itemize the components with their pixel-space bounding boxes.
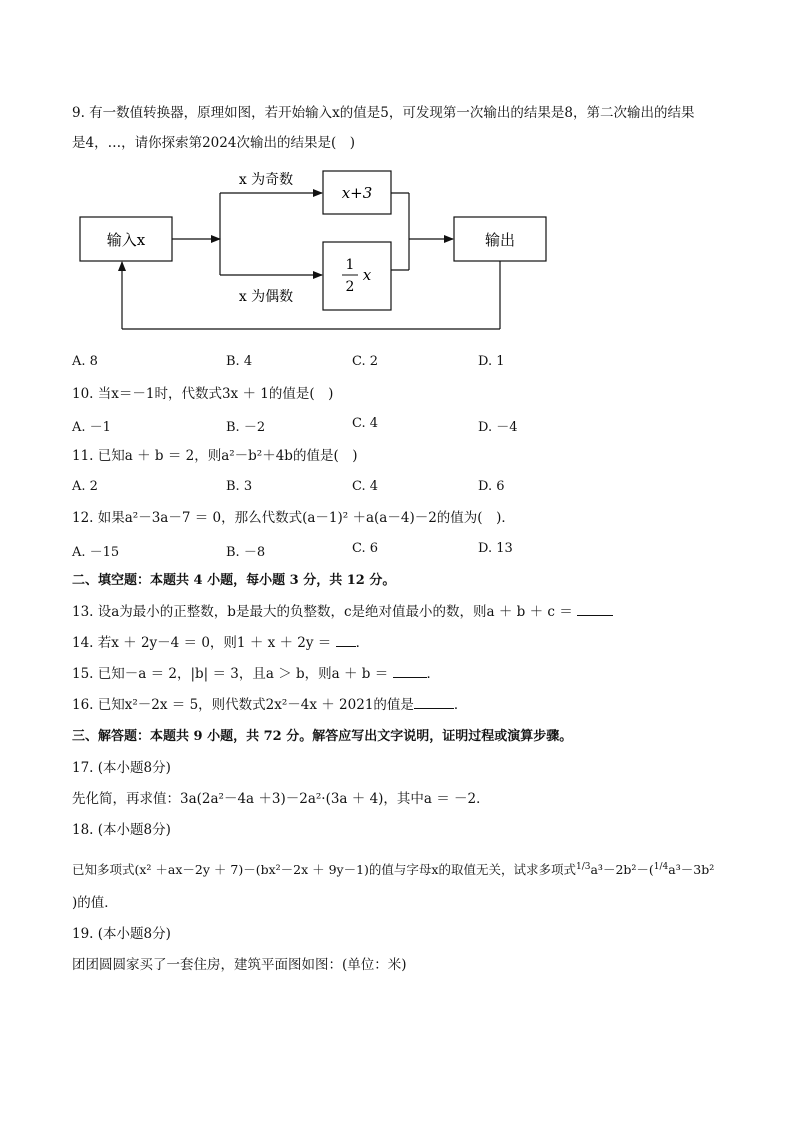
q11-option-c[interactable]: C. 4 [352,479,379,494]
q11-option-a[interactable]: A. 2 [72,479,98,494]
q10-option-d[interactable]: D. －4 [478,420,518,435]
section2-heading: 二、填空题：本题共 4 小题，每小题 3 分，共 12 分。 [72,573,396,588]
q19-body: 团团圆圆家买了一套住房，建筑平面图如图：(单位：米) [72,957,407,973]
even-op-variable: x [362,266,372,284]
q18-heading: 18. (本小题8分) [72,822,171,838]
q12-option-d[interactable]: D. 13 [478,541,513,556]
q14-text: 14. 若x ＋ 2y－4 ＝ 0，则1 ＋ x ＋ 2y ＝ [72,635,332,651]
even-op-numerator: 1 [345,257,355,273]
q11-option-b[interactable]: B. 3 [226,479,253,494]
q18-body-line2: )的值． [72,895,118,911]
q13-answer-blank[interactable] [577,603,613,616]
q15-end: ． [426,666,441,682]
q17-body: 先化简，再求值：3a(2a²－4a ＋3)－2a²·(3a ＋ 4)，其中a ＝ －2． [72,791,490,807]
q15-answer-blank[interactable] [393,665,427,678]
q16-end: ． [453,697,468,713]
q12-option-c[interactable]: C. 6 [352,541,379,556]
q13-line [72,603,613,621]
q10-option-c[interactable]: C. 4 [352,416,379,431]
q14-answer-blank[interactable] [336,634,356,647]
q9-stem-line2: 是4，…，请你探索第2024次输出的结果是( ) [72,135,355,151]
even-label: x 为偶数 [238,289,294,305]
q9-option-c[interactable]: C. 2 [352,354,379,369]
q18-fraction-one-quarter: 1/4 [653,862,669,872]
q11-option-d[interactable]: D. 6 [478,479,505,494]
q10-stem: 10. 当x＝－1时，代数式3x ＋ 1的值是( ) [72,386,334,402]
q16-answer-blank[interactable] [414,696,454,709]
q16-text: 16. 已知x²－2x ＝ 5，则代数式2x²－4x ＋ 2021的值是 [72,697,414,713]
q18-body-mid: a³－2b²－( [590,862,654,878]
q19-heading: 19. (本小题8分) [72,926,171,942]
section3-heading: 三、解答题：本题共 9 小题，共 72 分。解答应写出文字说明，证明过程或演算步骤。 [72,729,573,744]
even-op-denominator: 2 [345,279,355,295]
q18-body-text: 已知多项式(x² ＋ax－2y ＋ 7)－(bx²－2x ＋ 9y－1)的值与字母x的取值无关，试求多项式 [72,862,576,878]
q12-stem: 12. 如果a²－3a－7 ＝ 0，那么代数式(a－1)² ＋a(a－4)－2的值为( )． [72,510,515,526]
output-box-label: 输出 [484,231,516,249]
converter-diagram [70,165,560,340]
q18-body-line1 [72,858,714,879]
q11-stem: 11. 已知a ＋ b ＝ 2，则a²－b²＋4b的值是( ) [72,448,358,464]
q15-text: 15. 已知－a ＝ 2，|b| ＝ 3，且a ＞ b，则a ＋ b ＝ [72,666,389,682]
odd-op-label: x+3 [341,184,373,202]
q9-option-d[interactable]: D. 1 [478,354,505,369]
q9-option-a[interactable]: A. 8 [72,354,98,369]
q14-line [72,634,369,652]
q18-fraction-one-third: 1/3 [576,862,591,872]
q15-line [72,665,440,683]
q12-option-b[interactable]: B. －8 [226,545,266,560]
even-op-box [323,242,391,310]
q14-end: ． [355,635,370,651]
input-box-label: 输入x [106,231,146,249]
q9-stem-line1: 9. 有一数值转换器，原理如图，若开始输入x的值是5，可发现第一次输出的结果是8，第二次输出的结果 [72,105,695,121]
q13-text: 13. 设a为最小的正整数，b是最大的负整数，c是绝对值最小的数，则a ＋ b ＋ c ＝ [72,604,573,620]
q17-heading: 17. (本小题8分) [72,760,171,776]
q9-option-b[interactable]: B. 4 [226,354,253,369]
q10-option-b[interactable]: B. －2 [226,420,266,435]
q10-option-a[interactable]: A. －1 [72,420,111,435]
q12-option-a[interactable]: A. －15 [72,545,120,560]
odd-label: x 为奇数 [238,172,294,188]
q18-body-tail: a³－3b² [668,862,715,878]
q16-line [72,696,467,714]
